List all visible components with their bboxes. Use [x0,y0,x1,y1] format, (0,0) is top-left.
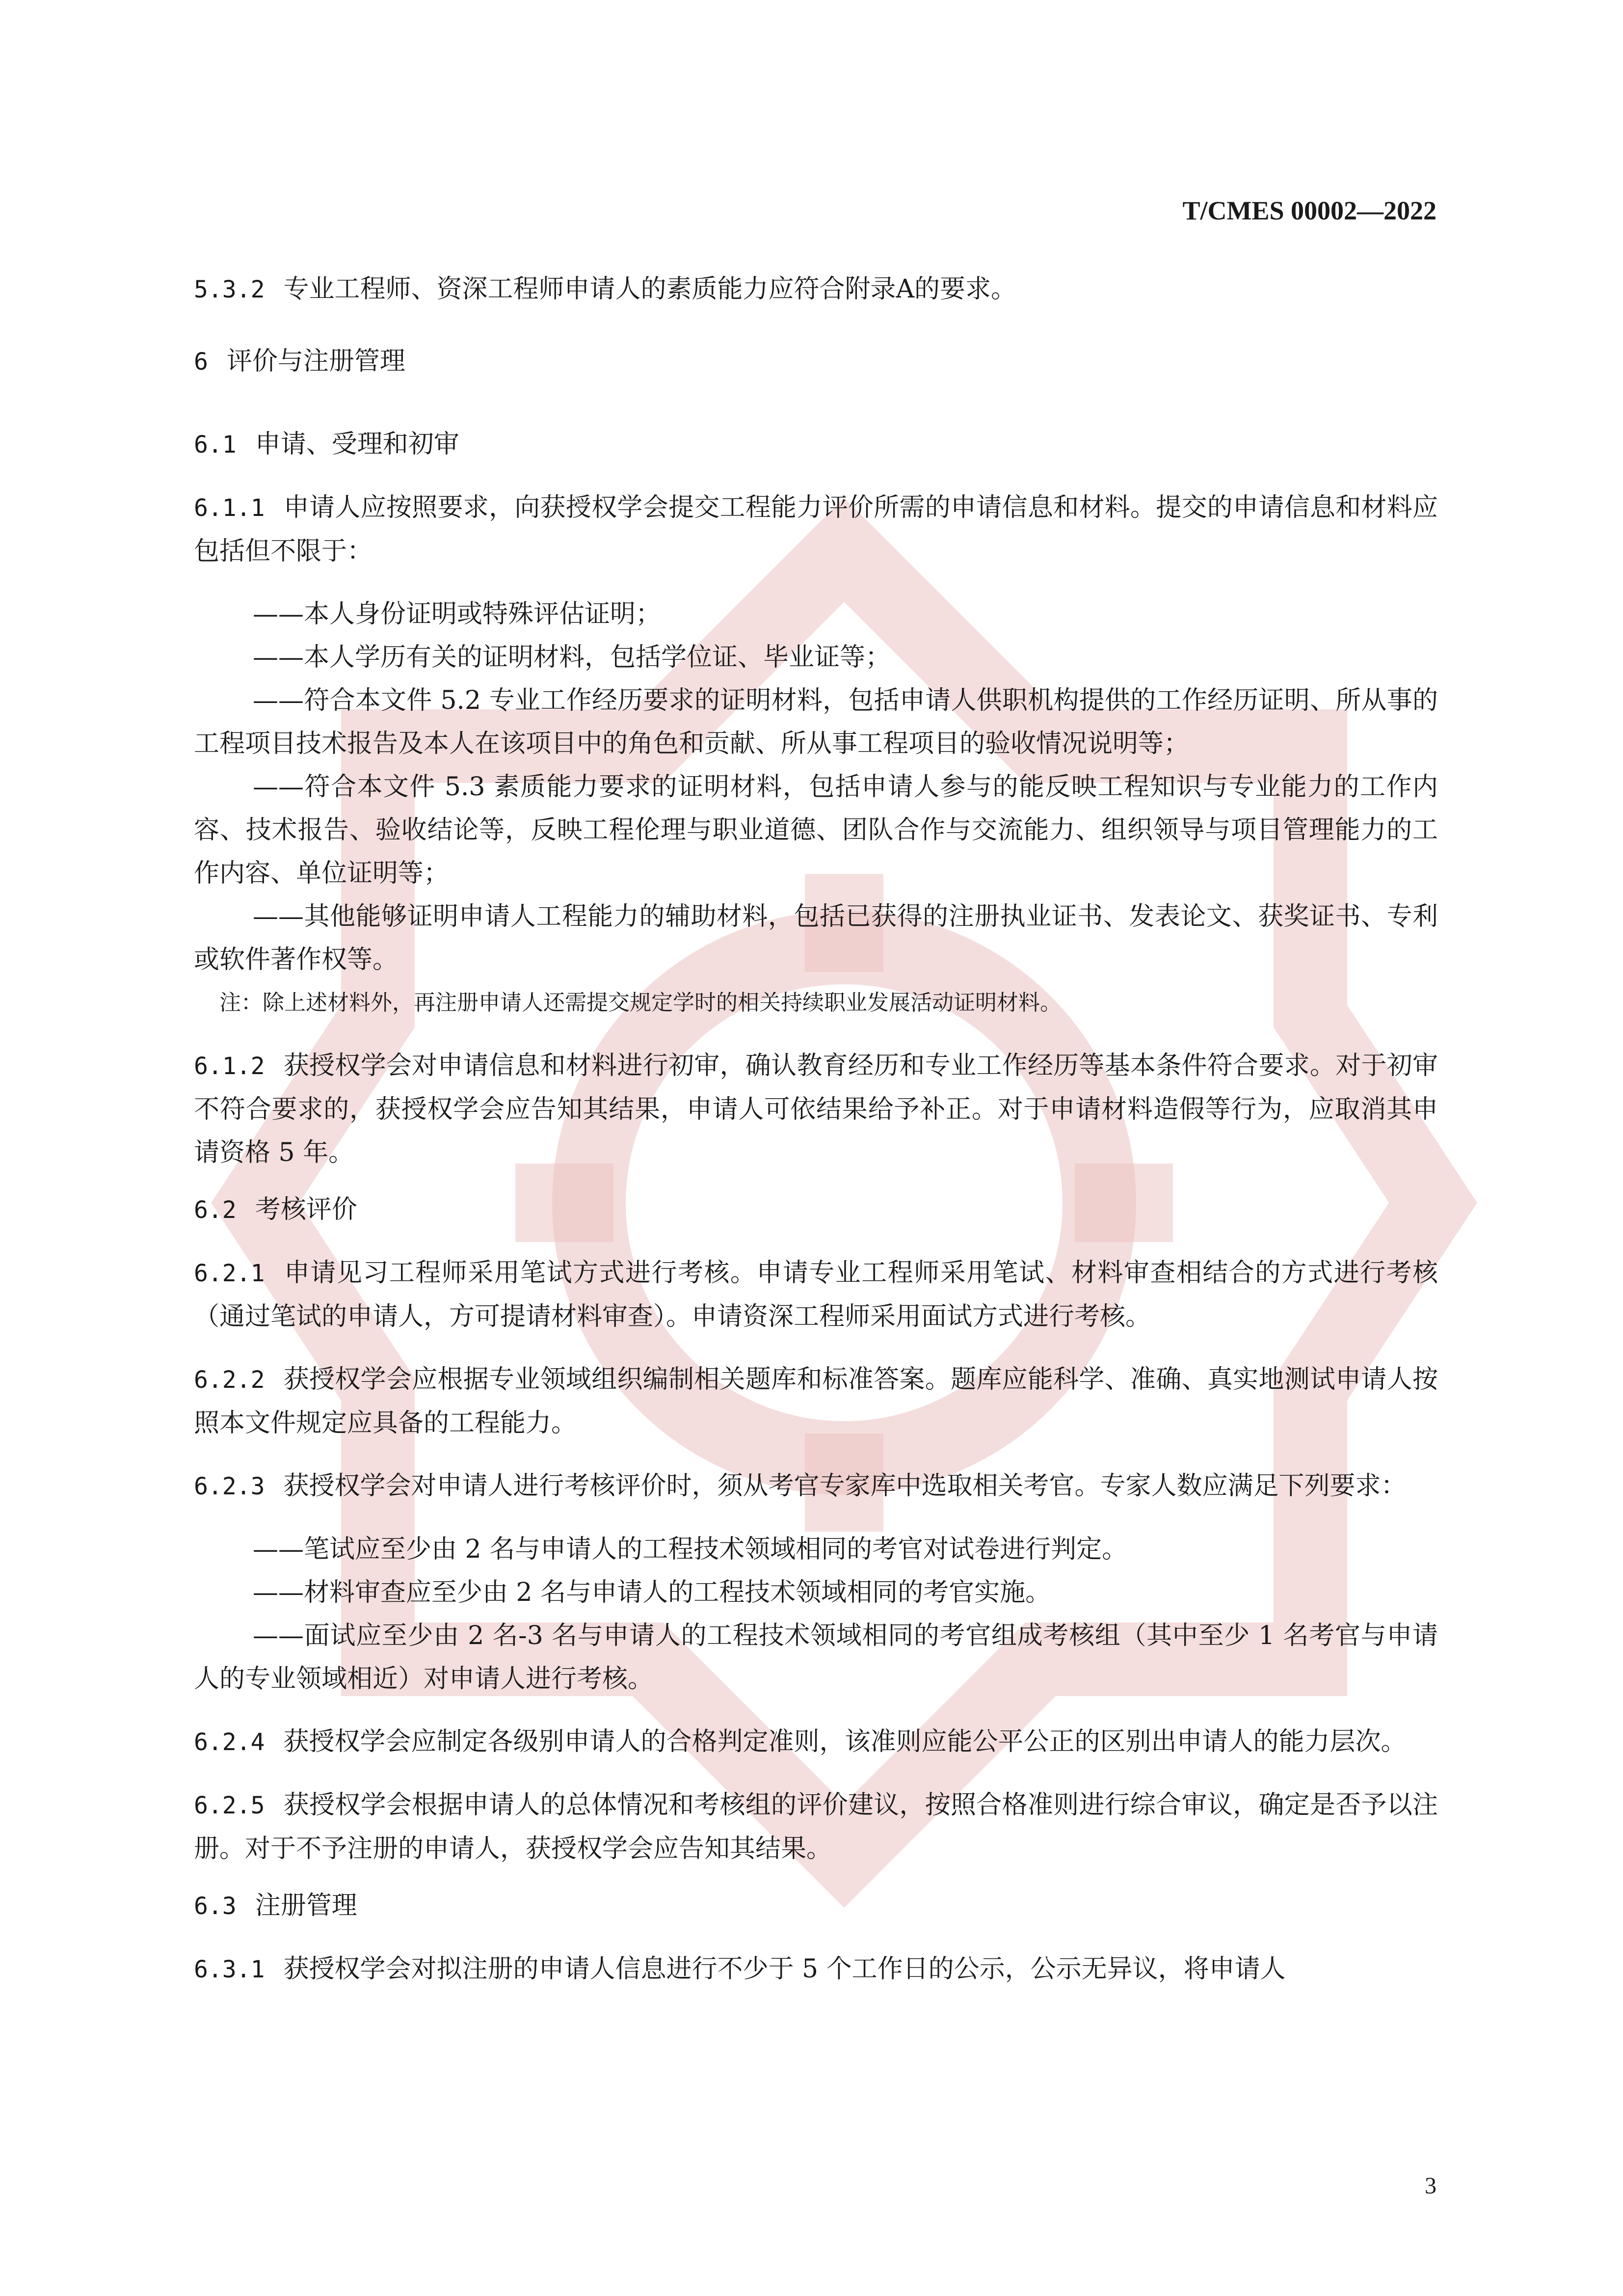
list-item: ——本人身份证明或特殊评估证明； [253,599,662,629]
section-number: 6.3 [194,1892,237,1920]
list-item: ——材料审查应至少由 2 名与申请人的工程技术领域相同的考官实施。 [253,1578,1051,1607]
section-number: 6 [194,348,208,376]
section-title: 申请、受理和初审 [255,430,459,459]
section-title: 注册管理 [255,1891,357,1920]
clause-number: 6.2.2 [194,1366,265,1394]
clause-6-2-4 [194,1720,1438,1764]
clause-number: 5.3.2 [194,276,265,303]
standard-code: T/CMES 00002—2022 [1182,196,1437,225]
clause-6-3-1 [194,1947,1438,1991]
list-item: ——符合本文件 5.2 专业工作经历要求的证明材料，包括申请人供职机构提供的工作经历证明、所从事的工程项目技术报告及本人在该项目中的角色和贡献、所从事工程项目的验收情况说明等； [194,686,1438,758]
clause-5-3-2 [194,268,1438,311]
clause-number: 6.2.4 [194,1729,265,1756]
section-title: 评价与注册管理 [226,347,405,376]
list-item: ——其他能够证明申请人工程能力的辅助材料，包括已获得的注册执业证书、发表论文、获奖证书、专利或软件著作权等。 [194,902,1438,974]
clause-6-2-1 [194,1251,1438,1338]
clause-text: 获授权学会根据申请人的总体情况和考核组的评价建议，按照合格准则进行综合审议，确定是否予以注册。对于不予注册的申请人，获授权学会应告知其结果。 [194,1790,1438,1864]
clause-number: 6.2.3 [194,1473,265,1500]
list-item: ——符合本文件 5.3 素质能力要求的证明材料，包括申请人参与的能反映工程知识与专业能力的工作内容、技术报告、验收结论等，反映工程伦理与职业道德、团队合作与交流能力、组织领导与项目管理能力的工作内容、单位证明等； [194,772,1438,888]
clause-6-1-2 [194,1044,1438,1174]
note: 注：除上述材料外，再注册申请人还需提交规定学时的相关持续职业发展活动证明材料。 [219,990,1062,1015]
clause-number: 6.2.1 [194,1260,265,1287]
list-item: ——面试应至少由 2 名-3 名与申请人的工程技术领域相同的考官组成考核组（其中至少 1 名考官与申请人的专业领域相近）对申请人进行考核。 [194,1621,1438,1694]
clause-number: 6.2.5 [194,1792,265,1819]
list-item: ——笔试应至少由 2 名与申请人的工程技术领域相同的考官对试卷进行判定。 [253,1535,1128,1564]
document-body [194,268,1438,1991]
clause-number: 6.1.1 [194,494,265,522]
section-6-1-heading [194,423,1438,466]
list-item: ——本人学历有关的证明材料，包括学位证、毕业证等； [253,643,891,672]
clause-text: 申请见习工程师采用笔试方式进行考核。申请专业工程师采用笔试、材料审查相结合的方式进行考核（通过笔试的申请人，方可提请材料审查）。申请资深工程师采用面试方式进行考核。 [194,1258,1438,1331]
clause-text: 获授权学会应根据专业领域组织编制相关题库和标准答案。题库应能科学、准确、真实地测试申请人按照本文件规定应具备的工程能力。 [194,1365,1438,1438]
section-6-3-heading [194,1884,1438,1928]
clause-text: 获授权学会对申请信息和材料进行初审，确认教育经历和专业工作经历等基本条件符合要求。对于初审不符合要求的，获授权学会应告知其结果，申请人可依结果给予补正。对于申请材料造假等行为，应取消其申请资格 5 年。 [194,1051,1438,1167]
clause-6-1-1 [194,486,1438,573]
clause-number: 6.3.1 [194,1956,265,1983]
clause-text: 申请人应按照要求，向获授权学会提交工程能力评价所需的申请信息和材料。提交的申请信息和材料应包括但不限于： [194,493,1438,566]
clause-text: 获授权学会对申请人进行考核评价时，须从考官专家库中选取相关考官。专家人数应满足下列要求： [283,1471,1407,1501]
section-number: 6.1 [194,431,237,459]
clause-text: 获授权学会对拟注册的申请人信息进行不少于 5 个工作日的公示，公示无异议，将申请人 [283,1954,1286,1984]
clause-6-2-5 [194,1783,1438,1870]
page-number: 3 [1425,2173,1437,2199]
section-number: 6.2 [194,1196,237,1224]
clause-number: 6.1.2 [194,1053,265,1080]
section-6-heading [194,340,1438,383]
clause-text: 获授权学会应制定各级别申请人的合格判定准则，该准则应能公平公正的区别出申请人的能力层次。 [283,1727,1407,1756]
clause-6-2-2 [194,1358,1438,1445]
clause-text: 专业工程师、资深工程师申请人的素质能力应符合附录A的要求。 [283,274,1017,304]
clause-6-2-3 [194,1464,1438,1508]
section-title: 考核评价 [255,1195,357,1224]
section-6-2-heading [194,1188,1438,1232]
